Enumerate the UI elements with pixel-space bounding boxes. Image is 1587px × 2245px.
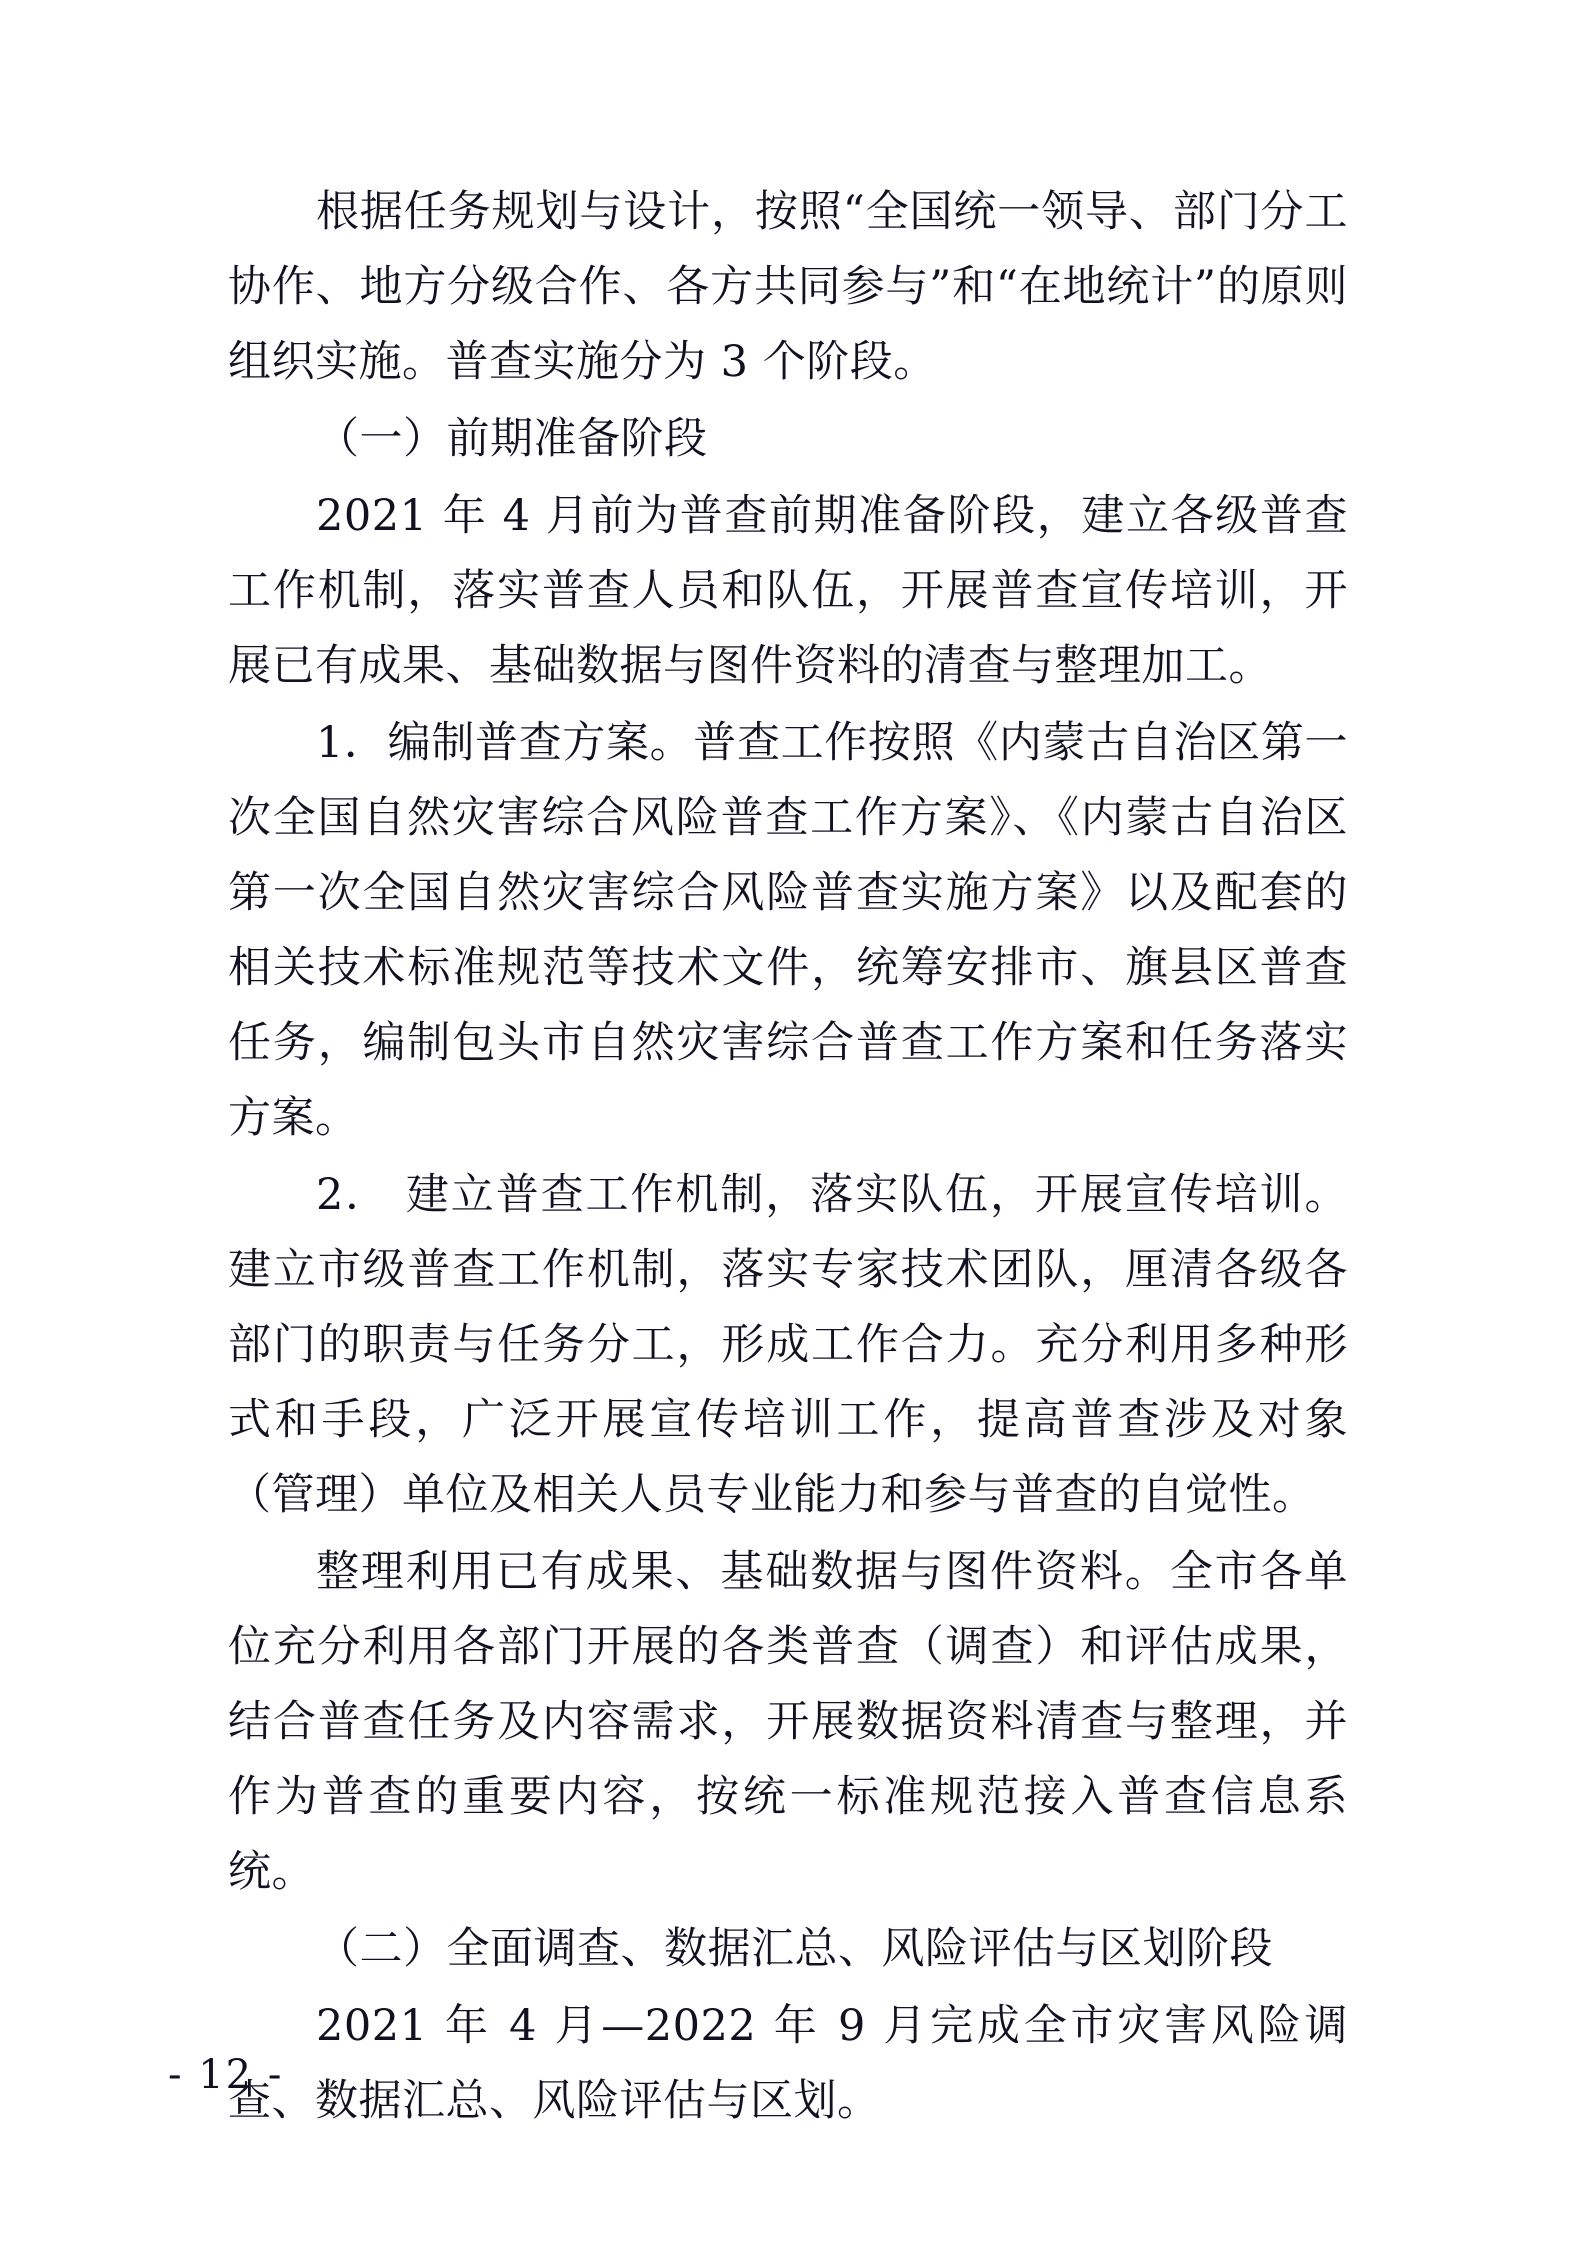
paragraph-6: 整理利用已有成果、基础数据与图件资料。全市各单位充分利用各部门开展的各类普查（调查）和评估成果，结合普查任务及内容需求，开展数据资料清查与整理，并作为普查的重要内容，按统一标准规范接入普查信息系统。 (228, 1547, 1348, 1897)
paragraph-8: 2021 年 4 月—2022 年 9 月完成全市灾害风险调查、数据汇总、风险评估与区划。 (228, 2001, 1348, 2126)
paragraph-5: 2． 建立普查工作机制，落实队伍，开展宣传培训。建立市级普查工作机制，落实专家技术团队，厘清各级各部门的职责与任务分工，形成工作合力。充分利用多种形式和手段，广泛开展宣传培训工作，提高普查涉及对象（管理）单位及相关人员专业能力和参与普查的自觉性。 (228, 1170, 1348, 1520)
paragraph-3: 2021 年 4 月前为普查前期准备阶段，建立各级普查工作机制，落实普查人员和队伍，开展普查宣传培训，开展已有成果、基础数据与图件资料的清查与整理加工。 (228, 491, 1348, 691)
paragraph-1: 根据任务规划与设计，按照“全国统一领导、部门分工协作、地方分级合作、各方共同参与”和“在地统计”的原则组织实施。普查实施分为 3 个阶段。 (228, 187, 1348, 387)
page-body (228, 175, 1348, 2141)
paragraph-7-heading: （二）全面调查、数据汇总、风险评估与区划阶段 (316, 1924, 1273, 1974)
paragraph-2-heading: （一）前期准备阶段 (316, 414, 708, 464)
paragraph-4: 1．编制普查方案。普查工作按照《内蒙古自治区第一次全国自然灾害综合风险普查工作方案》、《内蒙古自治区第一次全国自然灾害综合风险普查实施方案》以及配套的相关技术标准规范等技术文件，统筹安排市、旗县区普查任务，编制包头市自然灾害综合普查工作方案和任务落实方案。 (228, 718, 1348, 1143)
page-number: - 12 - (168, 2052, 284, 2098)
page-footer (168, 2047, 1418, 2103)
